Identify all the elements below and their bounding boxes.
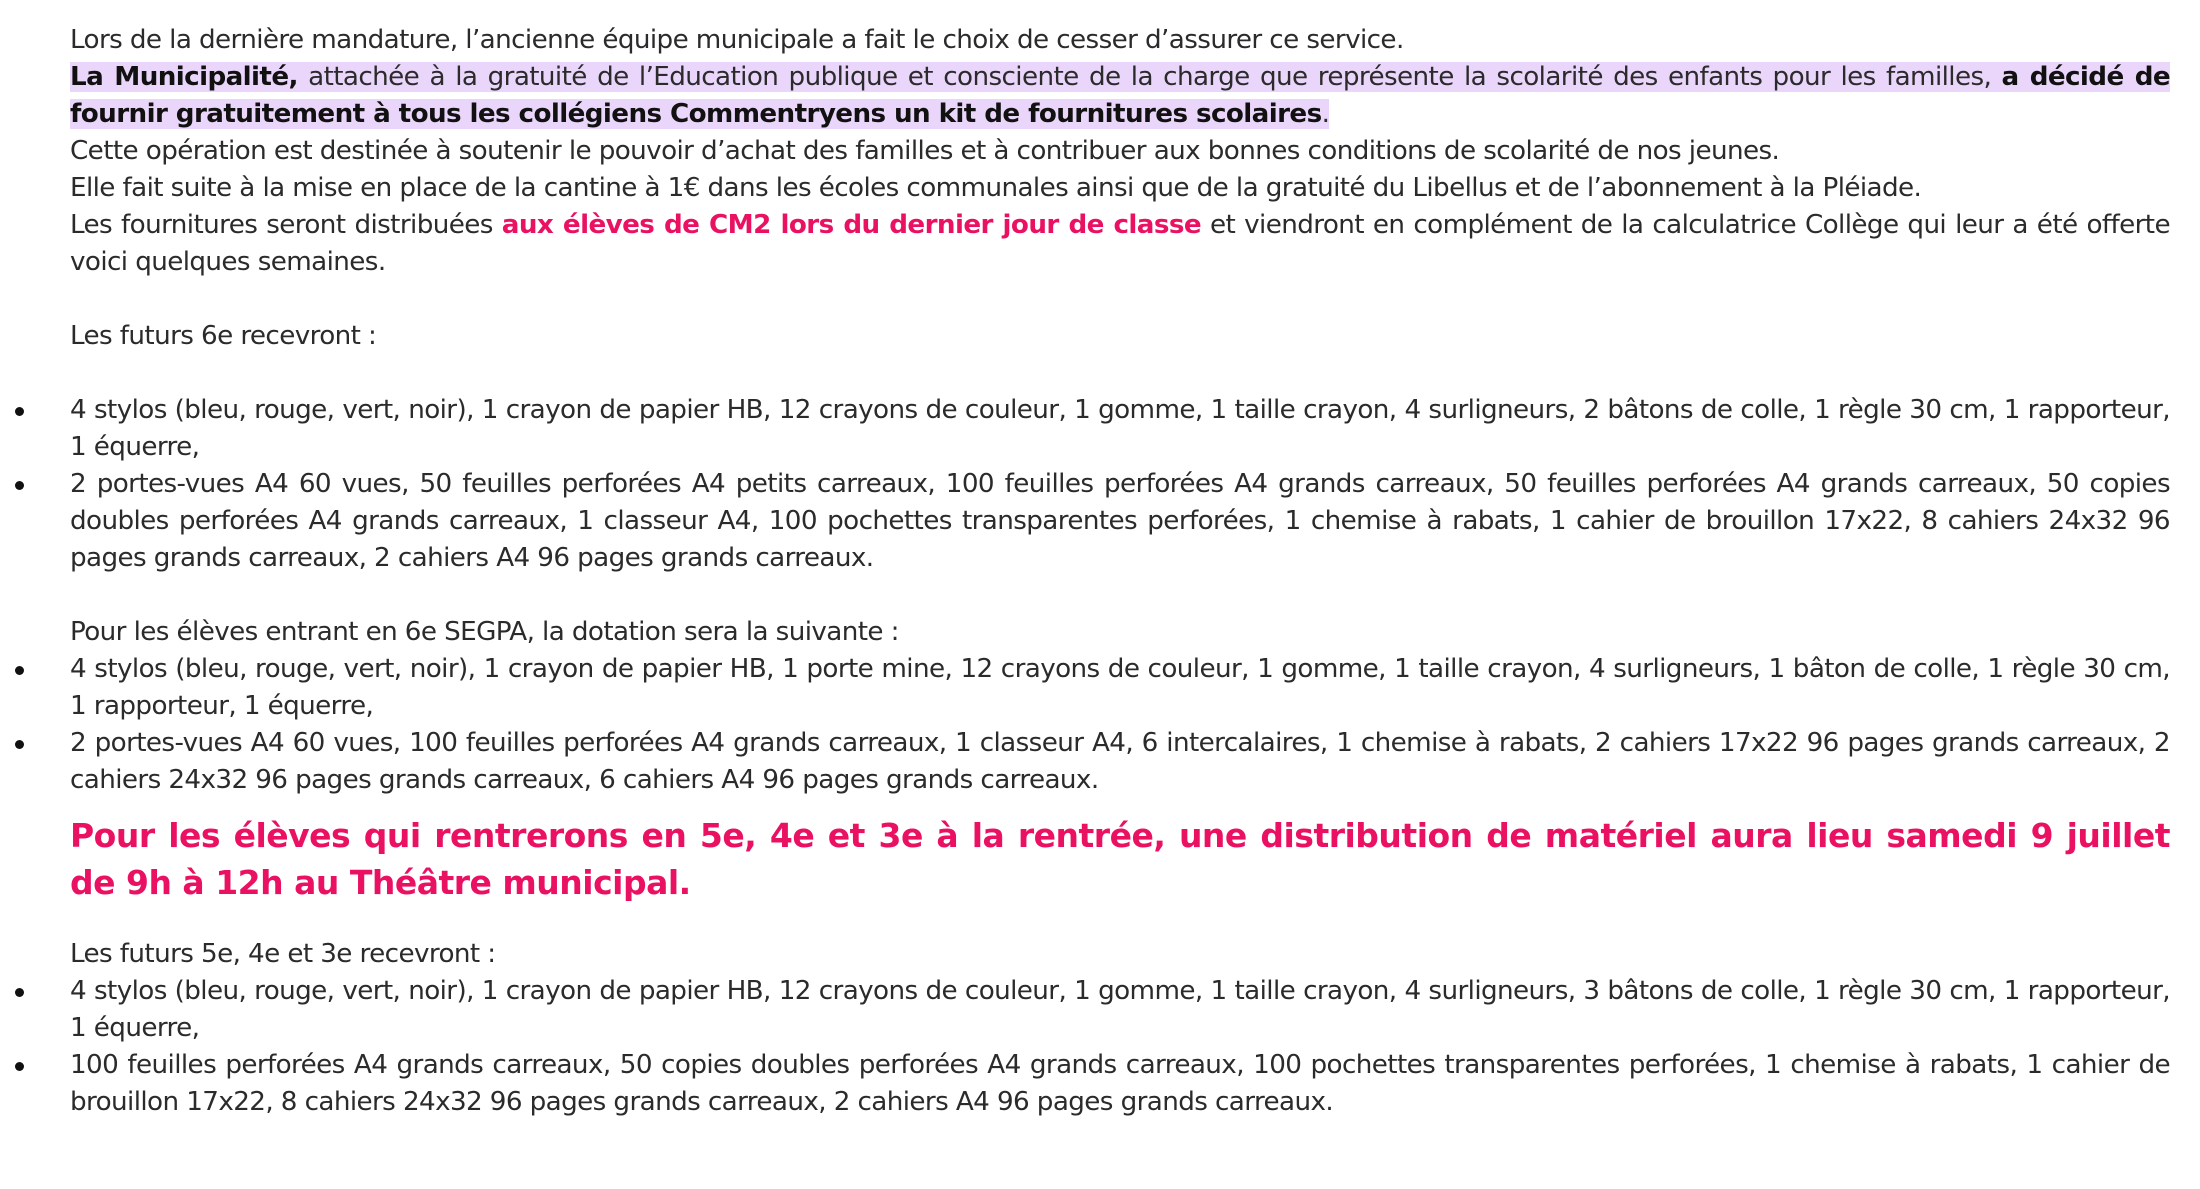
distribution-announcement: Pour les élèves qui rentrerons en 5e, 4e et 3e à la rentrée, une distribution de matériel aura lieu samedi 9 juillet de 9h à 12h au Théâtre municipal.	[70, 816, 2170, 902]
line5-text-b: et viendront en complément de la calculatrice Collège qui leur a été offerte voici quelques semaines.	[70, 210, 2170, 277]
intro-line-1: Lors de la dernière mandature, l’ancienne équipe municipale a fait le choix de cesser d’assurer ce service.	[70, 25, 1404, 55]
intro-line-3: Cette opération est destinée à soutenir le pouvoir d’achat des familles et à contribuer aux bonnes conditions de scolarité de nos jeunes.	[70, 136, 1780, 166]
line5-accent: aux élèves de CM2 lors du dernier jour de classe	[501, 210, 1202, 240]
highlight-end: .	[1321, 99, 1330, 129]
list-item	[70, 973, 2170, 1047]
bullet-icon	[15, 740, 24, 749]
section2-list	[70, 651, 2170, 799]
list-item	[70, 651, 2170, 725]
bullet-icon	[15, 1062, 24, 1071]
list-item-text: 100 feuilles perforées A4 grands carreaux, 50 copies doubles perforées A4 grands carreaux, 100 pochettes transparentes perforées, 1 chemise à rabats, 1 cahier de brouillon 17x22, 8 cahiers 24x32 96 pages grands carreaux, 2 cahiers A4 96 pages grands carreaux.	[70, 1050, 2170, 1117]
section3-list	[70, 973, 2170, 1121]
bullet-icon	[15, 407, 24, 416]
highlight-bold-municipalite: La Municipalité,	[70, 62, 298, 92]
section2-heading: Pour les élèves entrant en 6e SEGPA, la dotation sera la suivante :	[70, 617, 899, 647]
list-item-text: 2 portes-vues A4 60 vues, 50 feuilles perforées A4 petits carreaux, 100 feuilles perforées A4 grands carreaux, 50 feuilles perforées A4 grands carreaux, 50 copies doubles perforées A4 grands carreaux, 1 classeur A4, 100 pochettes transparentes perforées, 1 chemise à rabats, 1 cahier de brouillon 17x22, 8 cahiers 24x32 96 pages grands carreaux, 2 cahiers A4 96 pages grands carreaux.	[70, 469, 2170, 573]
highlight-bold-decision: a décidé de fournir gratuitement à tous les collégiens Commentryens un kit de fournitures scolaires	[70, 62, 2170, 129]
line5-text-a: Les fournitures seront distribuées	[70, 210, 502, 240]
section3-heading: Les futurs 5e, 4e et 3e recevront :	[70, 939, 496, 969]
spacer	[70, 577, 2170, 614]
section1-list	[70, 392, 2170, 577]
highlight-text: attachée à la gratuité de l’Education publique et consciente de la charge que représente la scolarité des enfants pour les familles,	[297, 62, 2002, 92]
list-item-text: 4 stylos (bleu, rouge, vert, noir), 1 crayon de papier HB, 1 porte mine, 12 crayons de couleur, 1 gomme, 1 taille crayon, 4 surligneurs, 1 bâton de colle, 1 règle 30 cm, 1 rapporteur, 1 équerre,	[70, 654, 2170, 721]
list-item-text: 4 stylos (bleu, rouge, vert, noir), 1 crayon de papier HB, 12 crayons de couleur, 1 gomme, 1 taille crayon, 4 surligneurs, 3 bâtons de colle, 1 règle 30 cm, 1 rapporteur, 1 équerre,	[70, 976, 2170, 1043]
highlighted-statement	[70, 62, 2170, 129]
spacer	[70, 281, 2170, 318]
spacer	[70, 355, 2170, 392]
intro-highlight-paragraph	[70, 59, 2170, 133]
intro-line-5	[70, 207, 2170, 281]
list-item	[70, 1047, 2170, 1121]
list-item	[70, 392, 2170, 466]
section1-heading: Les futurs 6e recevront :	[70, 321, 377, 351]
article-body	[70, 22, 2170, 1121]
bullet-icon	[15, 988, 24, 997]
list-item	[70, 725, 2170, 799]
bullet-icon	[15, 481, 24, 490]
list-item-text: 4 stylos (bleu, rouge, vert, noir), 1 crayon de papier HB, 12 crayons de couleur, 1 gomme, 1 taille crayon, 4 surligneurs, 2 bâtons de colle, 1 règle 30 cm, 1 rapporteur, 1 équerre,	[70, 395, 2170, 462]
intro-line-4: Elle fait suite à la mise en place de la cantine à 1€ dans les écoles communales ainsi que de la gratuité du Libellus et de l’abonnement à la Pléiade.	[70, 173, 1922, 203]
bullet-icon	[15, 666, 24, 675]
list-item-text: 2 portes-vues A4 60 vues, 100 feuilles perforées A4 grands carreaux, 1 classeur A4, 6 intercalaires, 1 chemise à rabats, 2 cahiers 17x22 96 pages grands carreaux, 2 cahiers 24x32 96 pages grands carreaux, 6 cahiers A4 96 pages grands carreaux.	[70, 728, 2170, 795]
spacer	[70, 906, 2170, 936]
list-item	[70, 466, 2170, 577]
